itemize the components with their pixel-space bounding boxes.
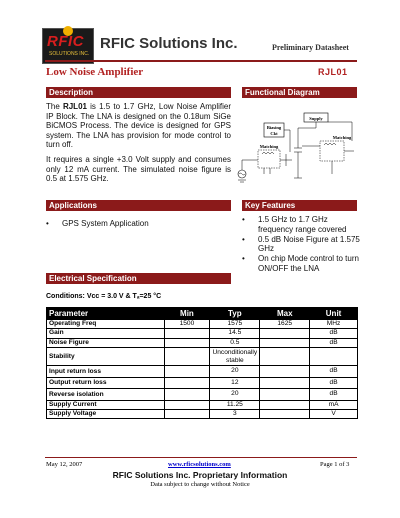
table-cell: dB — [310, 329, 358, 338]
table-cell: dB — [310, 389, 358, 400]
table-cell: Input return loss — [47, 366, 165, 377]
table-cell — [260, 400, 310, 409]
footer-url-link[interactable]: www.rficsolutions.com — [168, 461, 231, 468]
company-name: RFIC Solutions Inc. — [100, 35, 238, 52]
table-cell: mA — [310, 400, 358, 409]
description-para-1 — [46, 102, 231, 150]
description-para-2: It requires a single +3.0 Volt supply and consumes only 12 mA current. The simulated noise figure is 0.5 at 1.575 GHz. — [46, 155, 231, 184]
footer-page: Page 1 of 3 — [320, 461, 350, 468]
list-item: • On chip Mode control to turn ON/OFF the LNA — [242, 254, 362, 273]
table-row — [47, 400, 358, 409]
company-logo — [42, 28, 94, 64]
table-cell — [164, 338, 210, 347]
table-cell — [310, 348, 358, 366]
supply-label: Supply — [309, 116, 323, 121]
output-matching-box — [320, 141, 344, 161]
table-cell: dB — [310, 338, 358, 347]
spec-table — [46, 307, 358, 419]
table-cell — [164, 348, 210, 366]
footer-divider — [45, 457, 357, 458]
table-cell: 1500 — [164, 320, 210, 329]
part-number: RJL01 — [318, 67, 348, 77]
input-matching-label: Matching — [259, 144, 279, 149]
table-cell — [260, 409, 310, 418]
table-cell: 12 — [210, 377, 260, 388]
table-cell: dB — [310, 377, 358, 388]
table-cell: 0.5 — [210, 338, 260, 347]
table-row — [47, 338, 358, 347]
table-row — [47, 329, 358, 338]
table-cell: dB — [310, 366, 358, 377]
table-row — [47, 409, 358, 418]
table-cell: Gain — [47, 329, 165, 338]
table-cell: 11.25 — [210, 400, 260, 409]
table-cell — [164, 400, 210, 409]
output-matching-label: Matching — [332, 135, 352, 140]
logo-text: RFIC — [47, 33, 84, 50]
footer-notice: Data subject to change without Notice — [150, 481, 250, 488]
table-cell: 20 — [210, 366, 260, 377]
table-row — [47, 366, 358, 377]
table-cell: MHz — [310, 320, 358, 329]
table-cell: Stability — [47, 348, 165, 366]
footer-proprietary: RFIC Solutions Inc. Proprietary Information — [112, 470, 288, 480]
conditions: Conditions: Vcc = 3.0 V & Tₐ=25 °C — [46, 293, 162, 300]
table-cell: 14.5 — [210, 329, 260, 338]
table-cell: 1575 — [210, 320, 260, 329]
column-header: Unit — [310, 308, 358, 320]
table-cell — [164, 389, 210, 400]
table-cell — [260, 338, 310, 347]
description-prefix: The — [46, 102, 63, 111]
description-part: RJL01 — [62, 102, 87, 111]
table-cell — [260, 389, 310, 400]
doc-type: Preliminary Datasheet — [272, 43, 349, 52]
ckt-label: Ckt — [270, 131, 278, 136]
column-header: Typ — [210, 308, 260, 320]
logo-subtext: SOLUTIONS INC. — [49, 51, 90, 57]
table-cell: Supply Current — [47, 400, 165, 409]
table-cell: Unconditionally stable — [210, 348, 260, 366]
description-text: is 1.5 to 1.7 GHz, Low Noise Amplifier IP Block. The LNA is designed on the 0.18um SiGe BiCMOS Process. The device is designed for GPS system. The LNA has provision for mode control to turn off. — [46, 102, 231, 150]
list-item: • 0.5 dB Noise Figure at 1.575 GHz — [242, 235, 362, 254]
table-cell — [260, 377, 310, 388]
table-header-row — [47, 308, 358, 320]
table-row — [47, 389, 358, 400]
table-cell: Output return loss — [47, 377, 165, 388]
list-item: • 1.5 GHz to 1.7 GHz frequency range covered — [242, 215, 362, 234]
functional-diagram-heading: Functional Diagram — [242, 87, 357, 98]
table-cell — [164, 366, 210, 377]
applications-heading: Applications — [46, 200, 231, 211]
table-cell: 3 — [210, 409, 260, 418]
table-cell: 1625 — [260, 320, 310, 329]
column-header: Parameter — [47, 308, 165, 320]
table-cell: 20 — [210, 389, 260, 400]
table-row — [47, 348, 358, 366]
header-divider — [45, 60, 357, 62]
table-cell: Supply Voltage — [47, 409, 165, 418]
table-cell — [260, 329, 310, 338]
table-row — [47, 320, 358, 329]
ground-icon — [238, 180, 246, 182]
key-features-list — [242, 215, 362, 274]
footer-date: May 12, 2007 — [46, 461, 83, 468]
functional-diagram — [228, 108, 368, 188]
table-cell — [164, 329, 210, 338]
table-cell — [260, 348, 310, 366]
page-title: Low Noise Amplifier — [46, 66, 144, 78]
description-heading: Description — [46, 87, 231, 98]
column-header: Max — [260, 308, 310, 320]
table-cell: V — [310, 409, 358, 418]
table-cell: Noise Figure — [47, 338, 165, 347]
column-header: Min — [164, 308, 210, 320]
electrical-heading: Electrical Specification — [46, 273, 231, 284]
table-cell: Operating Freq — [47, 320, 165, 329]
key-features-heading: Key Features — [242, 200, 357, 211]
table-row — [47, 377, 358, 388]
table-cell — [164, 377, 210, 388]
applications-list — [46, 219, 231, 229]
table-cell — [164, 409, 210, 418]
list-item: • GPS System Application — [46, 219, 231, 229]
table-cell — [260, 366, 310, 377]
table-cell: Reverse isolation — [47, 389, 165, 400]
biasing-label: Biasing — [266, 125, 282, 130]
